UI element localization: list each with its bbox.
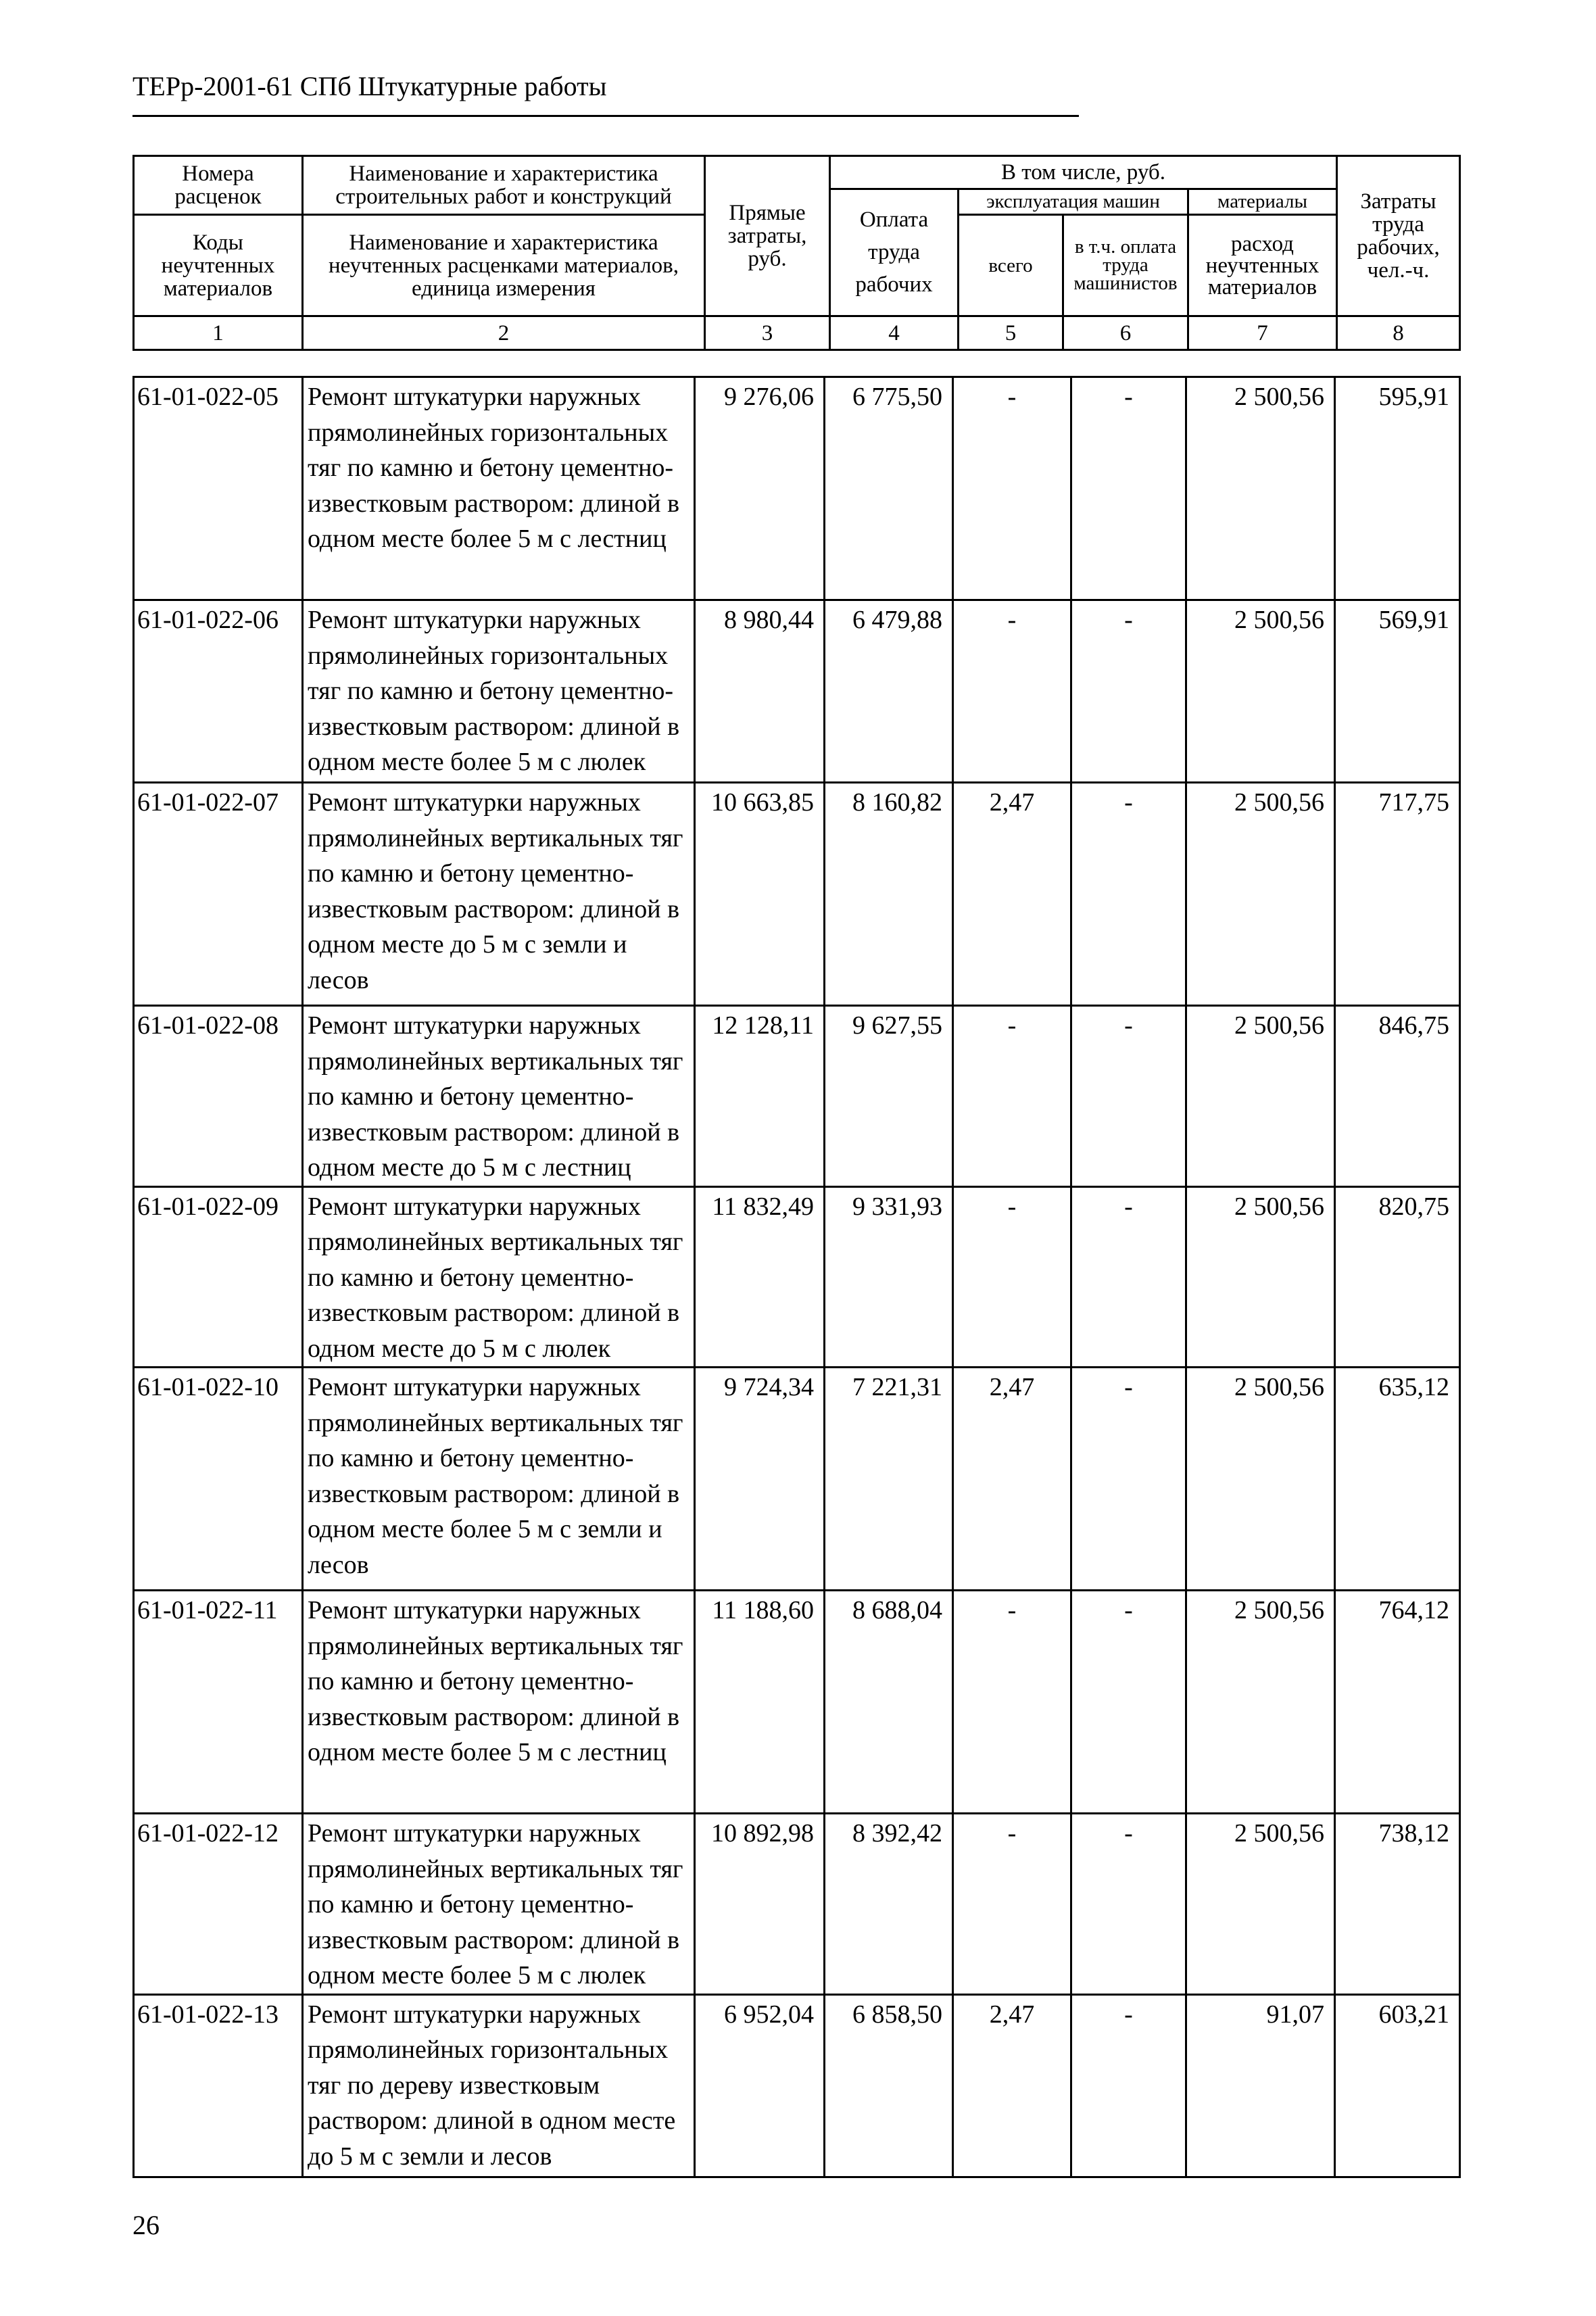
machinists-pay-cell: - [1071,377,1186,600]
work-description: Ремонт штукатурки наружных прямолинейных вертикальных тяг по камню и бетону цементно-известковым раствором: длиной в одном месте до 5 м с земли и лесов [303,783,695,1006]
work-description: Ремонт штукатурки наружных прямолинейных вертикальных тяг по камню и бетону цементно-известковым раствором: длиной в одном месте более 5 м с люлек [303,1814,695,1995]
materials-cell: 2 500,56 [1186,1368,1335,1591]
machinists-pay-cell: - [1071,1591,1186,1814]
table-row [134,1814,1460,1995]
machinists-pay-cell: - [1071,1368,1186,1591]
labor-pay-cell: 7 221,31 [825,1368,953,1591]
header-machinists-pay: в т.ч. оплата труда машинистов [1063,215,1188,316]
machines-total-cell: - [953,1006,1071,1187]
table-row [134,1186,1460,1368]
materials-cell: 2 500,56 [1186,783,1335,1006]
labor-hours-cell: 595,91 [1335,377,1460,600]
header-materials-group: материалы [1188,189,1337,215]
column-number: 7 [1188,316,1337,350]
machines-total-cell: - [953,1186,1071,1368]
work-description: Ремонт штукатурки наружных прямолинейных горизонтальных тяг по камню и бетону цементно-известковым раствором: длиной в одном месте более 5 м с люлек [303,600,695,783]
machinists-pay-cell: - [1071,1186,1186,1368]
machines-total-cell: 2,47 [953,783,1071,1006]
direct-costs-cell: 12 128,11 [695,1006,825,1187]
labor-pay-cell: 6 858,50 [825,1994,953,2177]
machinists-pay-cell: - [1071,1006,1186,1187]
labor-hours-cell: 717,75 [1335,783,1460,1006]
machines-total-cell: - [953,377,1071,600]
direct-costs-cell: 10 663,85 [695,783,825,1006]
header-machines-total: всего [959,215,1063,316]
materials-cell: 2 500,56 [1186,1814,1335,1995]
rate-code: 61-01-022-05 [134,377,303,600]
materials-cell: 2 500,56 [1186,377,1335,600]
header-labor-pay: Оплата труда рабочих [830,189,959,316]
rate-code: 61-01-022-12 [134,1814,303,1995]
labor-pay-cell: 6 775,50 [825,377,953,600]
column-number: 6 [1063,316,1188,350]
column-number: 2 [303,316,705,350]
column-number: 3 [705,316,830,350]
header-labor-hours: Затраты труда рабочих, чел.-ч. [1337,156,1460,316]
table-row [134,1994,1460,2177]
table-row [134,1368,1460,1591]
direct-costs-cell: 11 188,60 [695,1591,825,1814]
labor-pay-cell: 9 331,93 [825,1186,953,1368]
rates-table [132,376,1461,2178]
labor-hours-cell: 764,12 [1335,1591,1460,1814]
column-number: 1 [134,316,303,350]
table-row [134,783,1460,1006]
labor-hours-cell: 820,75 [1335,1186,1460,1368]
work-description: Ремонт штукатурки наружных прямолинейных горизонтальных тяг по дереву известковым раствором: длиной в одном месте до 5 м с земли и лесов [303,1994,695,2177]
labor-hours-cell: 569,91 [1335,600,1460,783]
header-name-top: Наименование и характеристика строительных работ и конструкций [303,156,705,215]
machinists-pay-cell: - [1071,1994,1186,2177]
table-row [134,1591,1460,1814]
direct-costs-cell: 10 892,98 [695,1814,825,1995]
direct-costs-cell: 9 276,06 [695,377,825,600]
machinists-pay-cell: - [1071,1814,1186,1995]
materials-cell: 91,07 [1186,1994,1335,2177]
header-name-bottom: Наименование и характеристика неучтенных расценками материалов, единица измерения [303,215,705,316]
machines-total-cell: 2,47 [953,1368,1071,1591]
work-description: Ремонт штукатурки наружных прямолинейных вертикальных тяг по камню и бетону цементно-известковым раствором: длиной в одном месте до 5 м с люлек [303,1186,695,1368]
work-description: Ремонт штукатурки наружных прямолинейных вертикальных тяг по камню и бетону цементно-известковым раствором: длиной в одном месте более 5 м с лестниц [303,1591,695,1814]
work-description: Ремонт штукатурки наружных прямолинейных горизонтальных тяг по камню и бетону цементно-известковым раствором: длиной в одном месте более 5 м с лестниц [303,377,695,600]
labor-hours-cell: 603,21 [1335,1994,1460,2177]
labor-hours-cell: 635,12 [1335,1368,1460,1591]
title-divider [132,115,1079,117]
table-header [132,155,1461,351]
machines-total-cell: - [953,1814,1071,1995]
labor-hours-cell: 738,12 [1335,1814,1460,1995]
work-description: Ремонт штукатурки наружных прямолинейных вертикальных тяг по камню и бетону цементно-известковым раствором: длиной в одном месте до 5 м с лестниц [303,1006,695,1187]
work-description: Ремонт штукатурки наружных прямолинейных вертикальных тяг по камню и бетону цементно-известковым раствором: длиной в одном месте более 5 м с земли и лесов [303,1368,695,1591]
machines-total-cell: - [953,600,1071,783]
labor-pay-cell: 8 392,42 [825,1814,953,1995]
column-number: 4 [830,316,959,350]
table-row [134,377,1460,600]
materials-cell: 2 500,56 [1186,1006,1335,1187]
labor-pay-cell: 6 479,88 [825,600,953,783]
table-row [134,600,1460,783]
rate-code: 61-01-022-07 [134,783,303,1006]
header-machines-group: эксплуатация машин [959,189,1188,215]
labor-pay-cell: 8 160,82 [825,783,953,1006]
labor-pay-cell: 9 627,55 [825,1006,953,1187]
machines-total-cell: - [953,1591,1071,1814]
direct-costs-cell: 11 832,49 [695,1186,825,1368]
rate-code: 61-01-022-10 [134,1368,303,1591]
header-direct-costs: Прямые затраты, руб. [705,156,830,316]
table-row [134,1006,1460,1187]
direct-costs-cell: 8 980,44 [695,600,825,783]
header-codes-top: Номера расценок [134,156,303,215]
page-number: 26 [132,2210,160,2240]
direct-costs-cell: 9 724,34 [695,1368,825,1591]
header-codes-bottom: Коды неучтенных материалов [134,215,303,316]
column-number: 5 [959,316,1063,350]
rate-code: 61-01-022-08 [134,1006,303,1187]
column-number: 8 [1337,316,1460,350]
materials-cell: 2 500,56 [1186,1591,1335,1814]
rate-code: 61-01-022-09 [134,1186,303,1368]
labor-hours-cell: 846,75 [1335,1006,1460,1187]
labor-pay-cell: 8 688,04 [825,1591,953,1814]
direct-costs-cell: 6 952,04 [695,1994,825,2177]
rate-code: 61-01-022-06 [134,600,303,783]
rate-code: 61-01-022-13 [134,1994,303,2177]
header-group-including: В том числе, руб. [830,156,1337,189]
header-unaccounted-materials: расход неучтенных материалов [1188,215,1337,316]
rate-code: 61-01-022-11 [134,1591,303,1814]
page-title: ТЕРр-2001-61 СПб Штукатурные работы [132,71,607,101]
machinists-pay-cell: - [1071,783,1186,1006]
materials-cell: 2 500,56 [1186,600,1335,783]
machinists-pay-cell: - [1071,600,1186,783]
machines-total-cell: 2,47 [953,1994,1071,2177]
materials-cell: 2 500,56 [1186,1186,1335,1368]
